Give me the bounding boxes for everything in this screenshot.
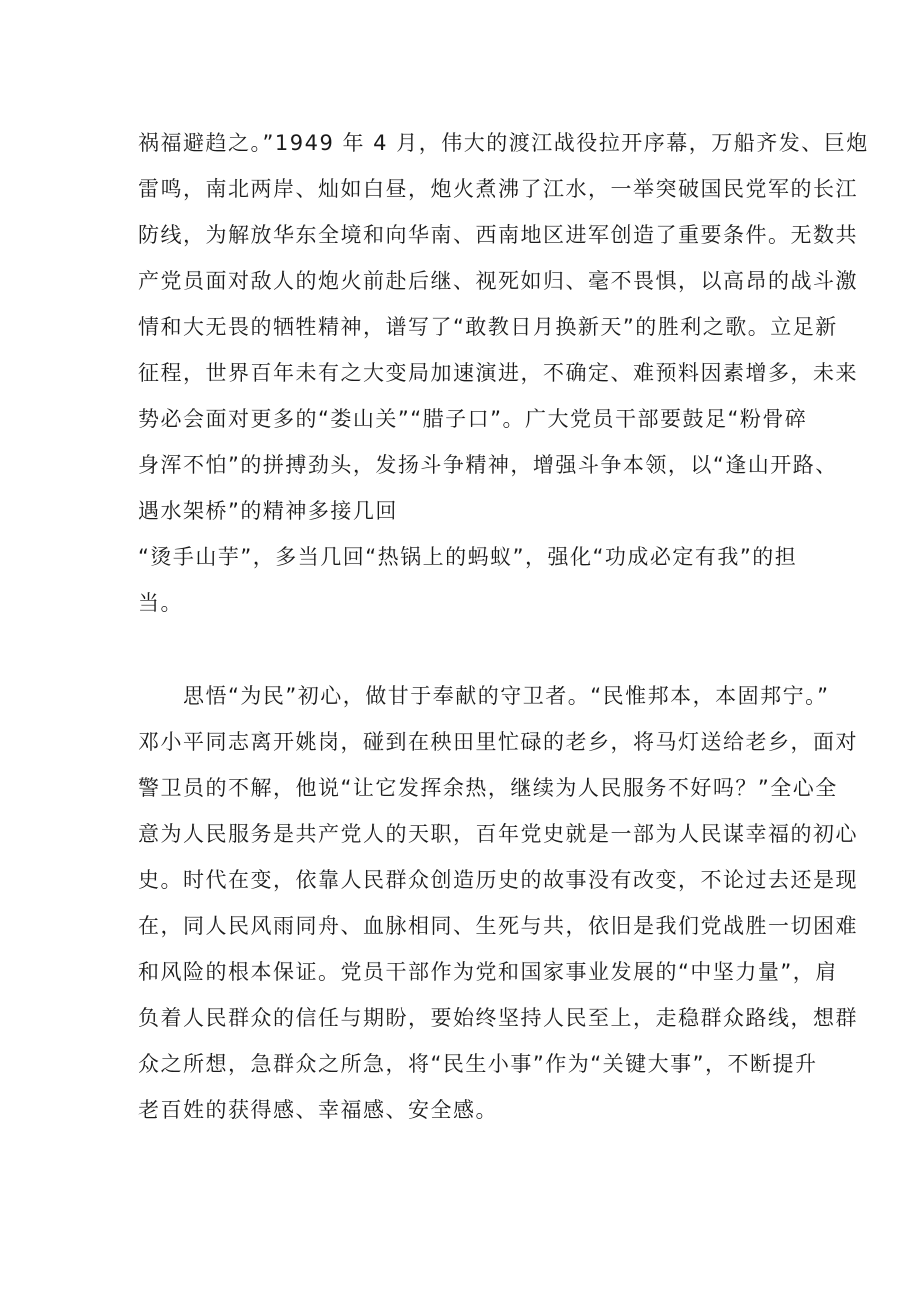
text-line: “烫手山芋”，多当几回“热锅上的蚂蚁”，强化“功成必定有我”的担 [138,545,798,569]
text-line: 征程，世界百年未有之大变局加速演进，不确定、难预料因素增多，未来 [138,361,858,385]
text-line: 雷鸣，南北两岸、灿如白昼，炮火煮沸了江水，一举突破国民党军的长江 [138,177,858,201]
text-line: 意为人民服务是共产党人的天职，百年党史就是一部为人民谋幸福的初心 [138,822,858,846]
text-line: 产党员面对敌人的炮火前赴后继、视死如归、毫不畏惧，以高昂的战斗激 [138,269,858,293]
text-line: 思悟“为民”初心，做甘于奉献的守卫者。“民惟邦本，本固邦宁。” [138,684,830,708]
paragraph-crossing-river [138,120,869,626]
text-line: 势必会面对更多的“娄山关”“腊子口”。广大党员干部要鼓足“粉骨碎 [138,407,808,431]
text-line: 负着人民群众的信任与期盼，要始终坚持人民至上，走稳群众路线，想群 [138,1006,858,1030]
text-line: 当。 [138,591,183,615]
text-line: 和风险的根本保证。党员干部作为党和国家事业发展的“中坚力量”，肩 [138,960,838,984]
paragraph-serve-people [138,673,858,1133]
text-line: 情和大无畏的牺牲精神，谱写了“敢教日月换新天”的胜利之歌。立足新 [138,315,838,339]
text-line: 在，同人民风雨同舟、血脉相同、生死与共，依旧是我们党战胜一切困难 [138,914,858,938]
text-line: 警卫员的不解，他说“让它发挥余热，继续为人民服务不好吗？”全心全 [138,776,838,800]
text-line: 防线，为解放华东全境和向华南、西南地区进军创造了重要条件。无数共 [138,223,858,247]
text-line: 身浑不怕”的拼搏劲头，发扬斗争精神，增强斗争本领，以“逢山开路、 [138,453,838,477]
text-line: 遇水架桥”的精神多接几回 [138,499,398,523]
text-line: 老百姓的获得感、幸福感、安全感。 [138,1098,498,1122]
text-line: 众之所想，急群众之所急，将“民生小事”作为“关键大事”，不断提升 [138,1052,818,1076]
text-line: 祸福避趋之。”1949 年 4 月，伟大的渡江战役拉开序幕，万船齐发、巨炮 [138,131,869,155]
text-line: 邓小平同志离开姚岗，碰到在秧田里忙碌的老乡，将马灯送给老乡，面对 [138,730,858,754]
text-line: 史。时代在变，依靠人民群众创造历史的故事没有改变，不论过去还是现 [138,868,858,892]
